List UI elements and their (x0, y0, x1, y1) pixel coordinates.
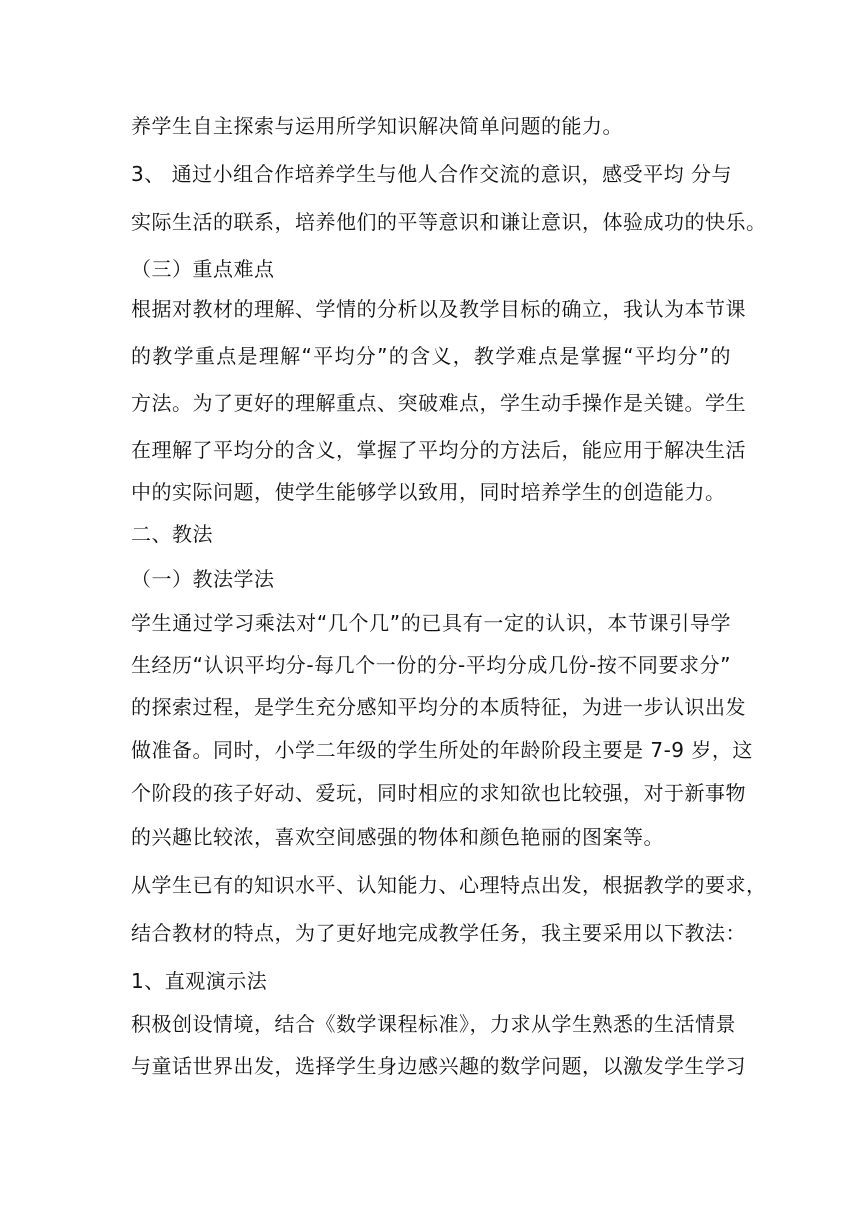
text-line: 积极创设情境，结合《数学课程标准》，力求从学生熟悉的生活情景 (131, 1012, 736, 1036)
text-line: 与童话世界出发，选择学生身边感兴趣的数学问题，以激发学生学习 (131, 1054, 746, 1078)
text-line: 养学生自主探索与运用所学知识解决简单问题的能力。 (131, 114, 623, 138)
section-heading: （三）重点难点 (131, 257, 275, 281)
text-line: 结合教材的特点，为了更好地完成教学任务，我主要采用以下教法： (131, 921, 746, 945)
text-line: 从学生已有的知识水平、认知能力、心理特点出发，根据教学的要求， (131, 873, 767, 897)
text-line: 的教学重点是理解“平均分”的含义，教学难点是掌握“平均分”的 (131, 344, 731, 368)
text-line: 的兴趣比较浓，喜欢空间感强的物体和颜色艳丽的图案等。 (131, 825, 664, 849)
text-line: 中的实际问题，使学生能够学以致用，同时培养学生的创造能力。 (131, 480, 726, 504)
text-line: 方法。为了更好的理解重点、突破难点，学生动手操作是关键。学生 (131, 391, 746, 415)
text-line: 生经历“认识平均分-每几个一份的分-平均分成几份-按不同要求分” (131, 653, 731, 677)
text-line: 3、 通过小组合作培养学生与他人合作交流的意识，感受平均 分与 (131, 162, 732, 186)
text-line: 做准备。同时，小学二年级的学生所处的年龄阶段主要是 7-9 岁，这 (131, 738, 753, 762)
text-line: 实际生活的联系，培养他们的平等意识和谦让意识，体验成功的快乐。 (131, 210, 767, 234)
text-line: 在理解了平均分的含义，掌握了平均分的方法后，能应用于解决生活 (131, 438, 746, 462)
section-heading: （一）教法学法 (131, 567, 275, 591)
text-line: 学生通过学习乘法对“几个几”的已具有一定的认识，本节课引导学 (131, 611, 731, 635)
text-line: 根据对教材的理解、学情的分析以及教学目标的确立，我认为本节课 (131, 297, 746, 321)
section-heading: 1、直观演示法 (131, 969, 268, 993)
section-heading: 二、教法 (131, 522, 213, 546)
text-line: 个阶段的孩子好动、爱玩，同时相应的求知欲也比较强，对于新事物 (131, 781, 746, 805)
text-line: 的探索过程，是学生充分感知平均分的本质特征，为进一步认识出发 (131, 695, 746, 719)
